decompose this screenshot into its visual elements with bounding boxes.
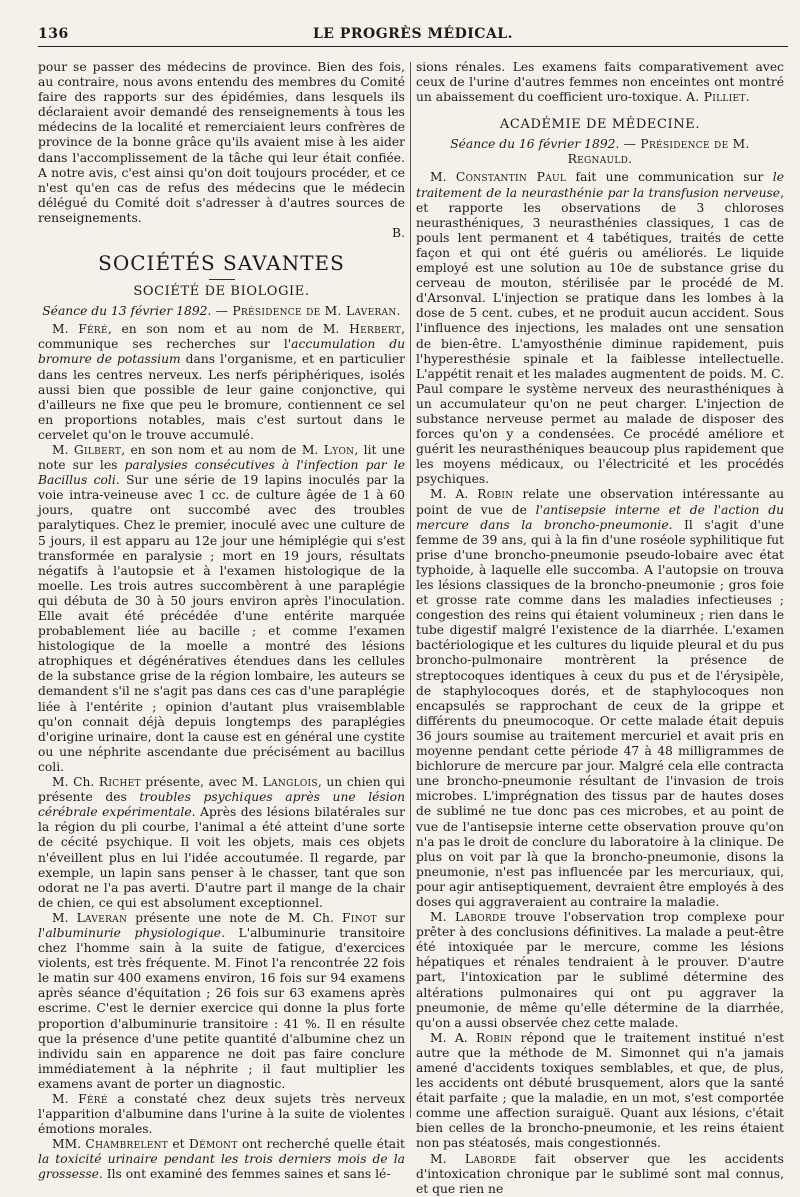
paragraph: M. Féré a constaté chez deux sujets très nerveux l'apparition d'albumine dans l'urine à la suite de violentes émotions morales. — [38, 1092, 405, 1137]
column-divider — [410, 62, 411, 1118]
session-line: Séance du 13 février 1892. — Présidence de M. Laveran. — [42, 304, 401, 319]
paragraph: M. Ch. Richet présente, avec M. Langlois, un chien qui présente des troubles psychiques après une lésion cérébrale expérimentale. Après des lésions bilatérales sur la région du pli courbe, l'animal a été atteint d'une sorte de cécité psychique. Il voit les objets, mais ces objets n'éveillent plus en lui l'idée accoutumée. Il regarde, par exemple, un lapin sans penser à le chasser, tant que son odorat ne l'a pas averti. D'autre part il mange de la chair de chien, ce qui est absolument exceptionnel. — [38, 775, 405, 910]
session-line: Séance du 16 février 1892. — Présidence de M. Regnauld. — [450, 137, 750, 167]
journal-title: LE PROGRÈS MÉDICAL. — [312, 26, 514, 42]
paragraph: pour se passer des médecins de province. Bien des fois, au contraire, nous avons entendu des membres du Comité faire des rapports sur des épidémies, dans lesquels ils déclaraient avoir demandé des renseignements à tous les médecins de la localité et remerciaient leurs confrères de province de la bonne grâce qu'ils avaient mise à les aider dans l'accomplissement de la tâche qui leur était confiée. A notre avis, c'est ainsi qu'on doit toujours procéder, et ce n'est qu'en cas de refus des médecins que le médecin délégué du Comité doit s'adresser à d'autres sources de renseignements. — [38, 60, 405, 225]
paragraph: sions rénales. Les examens faits comparativement avec ceux de l'urine d'autres femmes non enceintes ont montré un abaissement du coefficient uro-toxique. A. Pilliet. — [416, 60, 784, 105]
section-title: SOCIÉTÉS SAVANTES — [98, 251, 345, 276]
paragraph: M. Laborde trouve l'observation trop complexe pour prêter à des conclusions définitives. La malade a peut-être été intoxiquée par le mercure, comme les lésions hépatiques et rénales tendraient à le prouver. D'autre part, l'intoxication par le sublimé détermine des altérations pulmonaires qui ont pu aggraver la pneumonie, de même qu'elle détermine de la diarrhée, qu'on a aussi observée chez cette malade. — [416, 910, 784, 1030]
paragraph: M. Gilbert, en son nom et au nom de M. Lyon, lit une note sur les paralysies consécutives à l'infection par le Bacillus coli. Sur une série de 19 lapins inoculés par la voie intra-veineuse avec 1 cc. de culture âgée de 1 à 60 jours, quatre ont succombé avec des troubles paralytiques. Chez le premier, inoculé avec une culture de 5 jours, il est apparu au 12e jour une hémiplégie qui s'est transformée en paralysie ; mort en 19 jours, résultats négatifs à l'autopsie et à l'examen histologique de la moelle. Les trois autres succombèrent à une paraplégie qui débuta de 30 à 50 jours environ après l'inoculation. Elle avait été précédée d'une entérite marquée probablement liée au bacille ; et comme l'examen histologique de la moelle a montré des lésions atrophiques et dégénératives étendues dans les cellules de la substance grise de la région lombaire, les auteurs se demandent s'il ne s'agit pas dans ces cas d'une paraplégie liée à l'entérite ; opinion d'autant plus vraisemblable qu'on connait déjà depuis longtemps des paraplégies d'origine urinaire, dont la cause est en général une cystite ou une néphrite ascendante due précisément au bacillus coli. — [38, 442, 405, 774]
author-signature: A. Pilliet. — [686, 90, 750, 105]
society-title: SOCIÉTÉ DE BIOLOGIE. — [133, 284, 310, 300]
paragraph: M. Laveran présente une note de M. Ch. Finot sur l'albuminurie physiologique. L'albuminurie transitoire chez l'homme sain à la suite de fatigue, d'exercices violents, est très fréquente. M. Finot l'a rencontrée 22 fois le matin sur 400 examens environ, 16 fois sur 94 examens après séance d'équitation ; 26 fois sur 63 examens après escrime. C'est le dernier exercice qui donne la plus forte proportion d'albuminurie transitoire : 41 %. Il en résulte que la présence d'une petite quantité d'albumine chez un individu sain en apparence ne doit pas faire conclure immédiatement à la néphrite ; il faut multiplier les examens avant de porter un diagnostic. — [38, 910, 405, 1091]
right-column — [416, 60, 785, 1196]
paragraph: M. Constantin Paul fait une communication sur le traitement de la neurasthénie par la transfusion nerveuse, et rapporte les observations de 3 chloroses neurasthéniques, 3 neurasthénies classiques, 1 cas de pouls lent permanent et 4 tabétiques, traités de cette façon et qui ont été guéris ou améliorés. Le liquide employé est une solution au 10e de substance grise du cerveau de mouton, stérilisée par le procédé de M. d'Arsonval. L'injection se pratique dans les lombes à la dose de 5 cent. cubes, et ne produit aucun accident. Sous l'influence des injections, les malades ont une sensation de bien-être. L'amyosthénie diminue rapidement, puis l'hyperesthésie spinale et la faiblesse intellectuelle. L'appétit renait et les malades augmentent de poids. M. C. Paul compare le système nerveux des neurasthéniques à un accumulateur qu'on ne peut charger. L'injection de substance nerveuse permet au malade de disposer des forces qu'on y a condensées. Ce procédé améliore et guérit les neurasthéniques beaucoup plus rapidement que les moyens médicaux, ou l'électricité et les procédés psychiques. — [416, 170, 784, 487]
paragraph: M. Féré, en son nom et au nom de M. Herbert, communique ses recherches sur l'accumulation du bromure de potassium dans l'organisme, et en particulier dans les centres nerveux. Les nerfs périphériques, isolés aussi bien que possible de leur gaine conjonctive, qui d'ailleurs ne fixe que peu le bromure, contiennent ce sel en proportions notables, mais c'est surtout dans le cervelet qu'on le trouve accumulé. — [38, 322, 405, 442]
academy-title: ACADÉMIE DE MÉDECINE. — [499, 117, 701, 133]
paragraph: M. Laborde fait observer que les accidents d'intoxication chronique par le sublimé sont mal connus, et que rien ne — [416, 1151, 784, 1196]
left-column — [38, 60, 405, 1182]
paragraph: M. A. Robin relate une observation intéressante au point de vue de l'antisepsie interne et de l'action du mercure dans la broncho-pneumonie. Il s'agit d'une femme de 39 ans, qui à la fin d'une roséole syphilitique fut prise d'une broncho-pneumonie pseudo-lobaire avec état typhoide, à laquelle elle succomba. A l'autopsie on trouva les lésions classiques de la broncho-pneumonie ; gros foie et grosse rate comme dans les maladies infectieuses ; congestion des reins qui étaient volumineux ; rien dans le tube digestif malgré l'existence de la diarrhée. L'examen bactériologique et les cultures du liquide pleural et du pus broncho-pulmonaire montrèrent la présence de streptocoques identiques à ceux du pus et de l'érysipèle, de staphylocoques dorés, et de staphylocoques non encapsulés se rapprochant de ceux de la grippe et différents du pneumocoque. Or cette malade était depuis 36 jours soumise au traitement mercuriel et avait pris en moyenne pendant cette période 47 à 48 milligrammes de bichlorure de mercure par jour. Malgré cela elle contracta une broncho-pneumonie résultant de l'invasion de trois microbes. L'imprégnation des tissus par de hautes doses de sublimé ne tue donc pas ces microbes, et au point de vue de l'antisepsie interne cette observation prouve qu'on n'a pas le droit de conclure du laboratoire à la clinique. De plus on voit par là que la broncho-pneumonie, disons la pneumonie, n'est pas influencée par les mercuriaux, qui, pour agir antiseptiquement, devraient être employés à des doses qui aggraveraient au contraire la maladie. — [416, 487, 784, 909]
page-header — [38, 24, 788, 47]
page-number: 136 — [38, 26, 69, 42]
section-rule — [209, 279, 235, 280]
author-signature: B. — [392, 226, 405, 241]
paragraph: MM. Chambrelent et Démont ont recherché quelle était la toxicité urinaire pendant les trois derniers mois de la grossesse. Ils ont examiné des femmes saines et sans lé- — [38, 1137, 405, 1182]
signature-line — [38, 226, 405, 241]
paragraph: M. A. Robin répond que le traitement institué n'est autre que la méthode de M. Simonnet qui n'a jamais amené d'accidents toxiques semblables, et que, de plus, les accidents ont débuté brusquement, alors que la santé était parfaite ; que la maladie, en un mot, s'est comportée comme une affection suraiguë. Quant aux lésions, c'était bien celles de la broncho-pneumonie, et les reins étaient non pas stéatosés, mais congestionnés. — [416, 1030, 785, 1151]
